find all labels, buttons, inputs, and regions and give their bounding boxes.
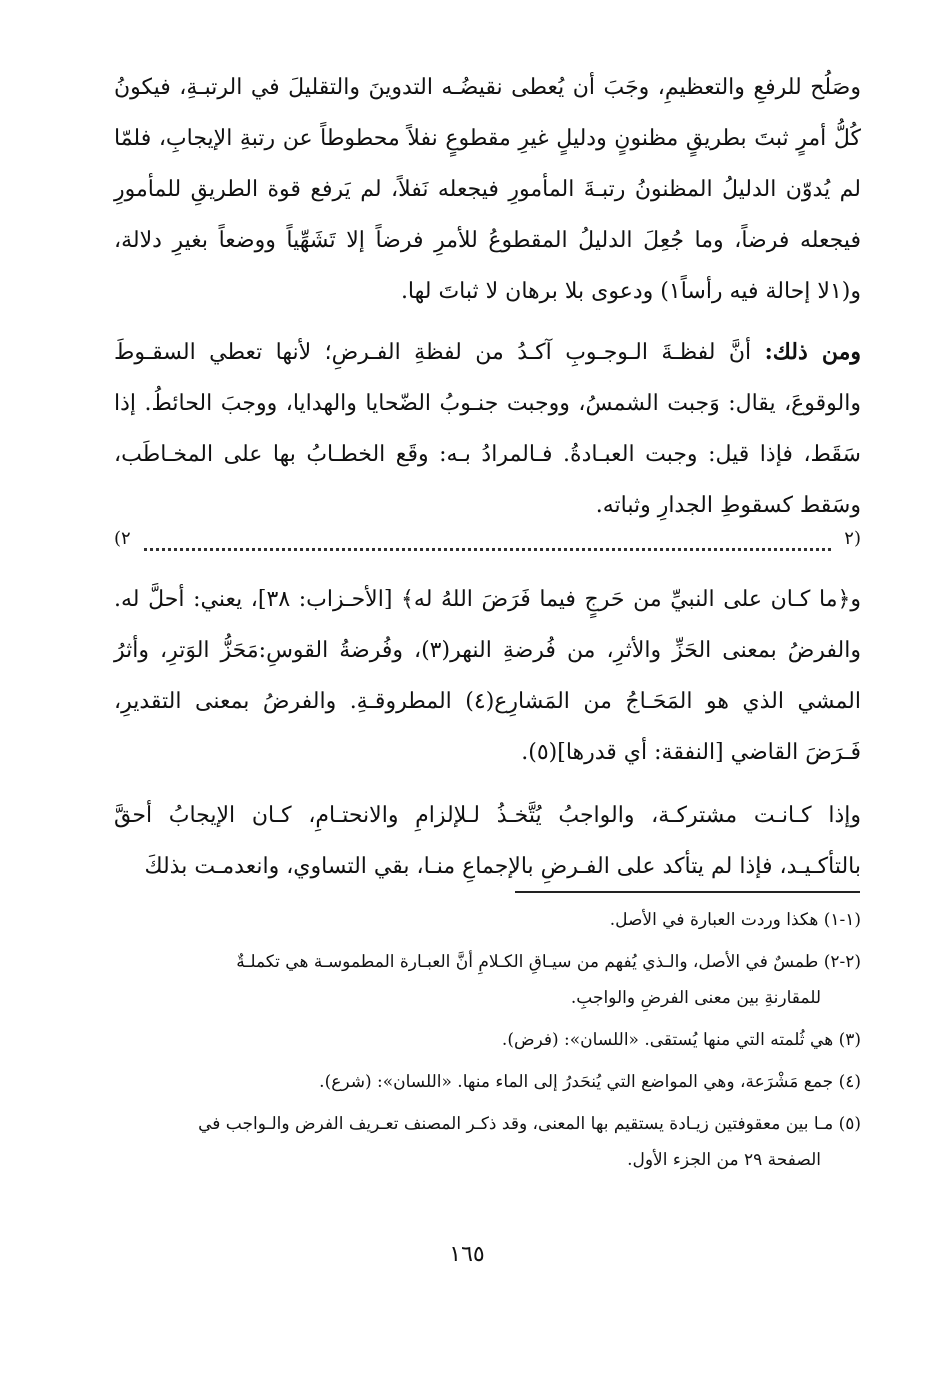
main-text-block-2 [114,574,861,904]
footnote-separator [515,891,860,893]
footnote-4 [114,1064,861,1100]
footnote-3 [114,1022,861,1058]
paragraph-2-text: أنَّ لفظـةَ الـوجـوبِ آكـدُ من لفظةِ الفـرضِ؛ لأنها تعطي السقـوطَ والوقوعَ، يقال: وَجبت الشمسُ، ووجبت جنـوبُ الضّحايا والهدايا، ووجبَ الحائطُ. إذا سَقَط، فإذا قيل: وجبت العبـادةُ. فـالمرادُ بـه: وقَع الخطـابُ بها على المخـاطَب، وسَقط كسقوطِ الجدارِ وثباته. [114,340,861,518]
paragraph-2 [114,327,861,531]
dotted-gap-line [144,548,831,551]
illegible-gap [114,524,861,564]
page-number: ١٦٥ [449,1242,485,1267]
footnote-2-text: (٢-٢) طمسٌ في الأصل، والـذي يُفهم من سيـاقِ الكـلامِ أنَّ العبـارة المطموسـة هي تكملـةٌ [236,952,861,972]
footnote-5 [114,1106,861,1178]
footnote-1-text: (١-١) هكذا وردت العبارة في الأصل. [609,910,861,930]
footnote-4-text: (٤) جمع مَشْرَعة، وهي المواضع التي يُنحَدرُ إلى الماء منها. «اللسان»: (شرع). [319,1072,861,1092]
gap-marker-start: (٢ [844,528,861,549]
footnote-2-continuation: للمقارنةِ بين معنى الفرضِ والواجبِ. [570,988,821,1008]
paragraph-3-text: و﴿ما كـان على النبيِّ من حَرجٍ فيما فَرَضَ اللهُ له﴾ [الأحـزاب: ٣٨]، يعني: أحلَّ له. والفرضُ بمعنى الحَزِّ والأثرِ، من فُرضةِ النهر(٣)، وفُرضةُ القوسِ:مَحَزُّ الوَترِ، وأثرُ المشي الذي هو المَحَـاجُ من المَشارِع(٤) المطروقـةِ. والفرضُ بمعنى التقديرِ، فَـرَضَ القاضي [النفقة: أي قدرها](٥). [114,587,861,765]
paragraph-1 [114,62,861,317]
footnote-5-text: (٥) مـا بين معقوفتين زيـادة يستقيم بها المعنى، وقد ذكـر المصنف تعـريف الفرض والـواجب في [198,1114,861,1134]
paragraph-4-text: وإذا كـانـت مشتركـة، والواجبُ يُتَّخـذُ لـلإلزامِ والانحتـامِ، كـان الإيجابُ أحقَّ بالتأكـيـد، فإذا لم يتأكد على الفـرضِ بالإجماعِ منـا، بقي التساوي، وانعدمـت بذلكَ [114,803,861,879]
main-text-block [114,62,861,541]
paragraph-1-text: وصَلُح للرفعِ والتعظيمِ، وجَبَ أن يُعطى نقيضُـه التدوينَ والتقليلَ في الرتبـةِ، فيكونُ كُلُّ أمرٍ ثبتَ بطريقٍ مظنونٍ ودليلٍ غيرِ مقطوعٍ نفلاً محطوطاً عن رتبةِ الإيجابِ، فلمّا لم يُدوّن الدليلُ المظنونُ رتبـةَ المأمورِ فيجعله نَفلاً، لم يَرفع قوة الطريقِ للمأمورِ فيجعله فرضاً، وما جُعِلَ الدليلُ المقطوعُ للأمرِ فرضاً إلا تَشَهِّياً ووضعاً بغيرِ دلالة، و(١لا إحالة فيه رأساً١) ودعوى بلا برهان لا ثباتَ لها. [114,75,861,304]
footnote-3-text: (٣) هي ثُلمته التي منها يُستقى. «اللسان»: (فرض). [501,1030,861,1050]
footnote-5-continuation: الصفحة ٢٩ من الجزء الأول. [627,1150,821,1170]
paragraph-2-lead: ومن ذلك: [764,339,861,365]
gap-marker-end: ٢) [114,528,131,549]
footnote-2 [114,944,861,1016]
footnote-1 [114,902,861,938]
footnotes [114,902,861,1184]
